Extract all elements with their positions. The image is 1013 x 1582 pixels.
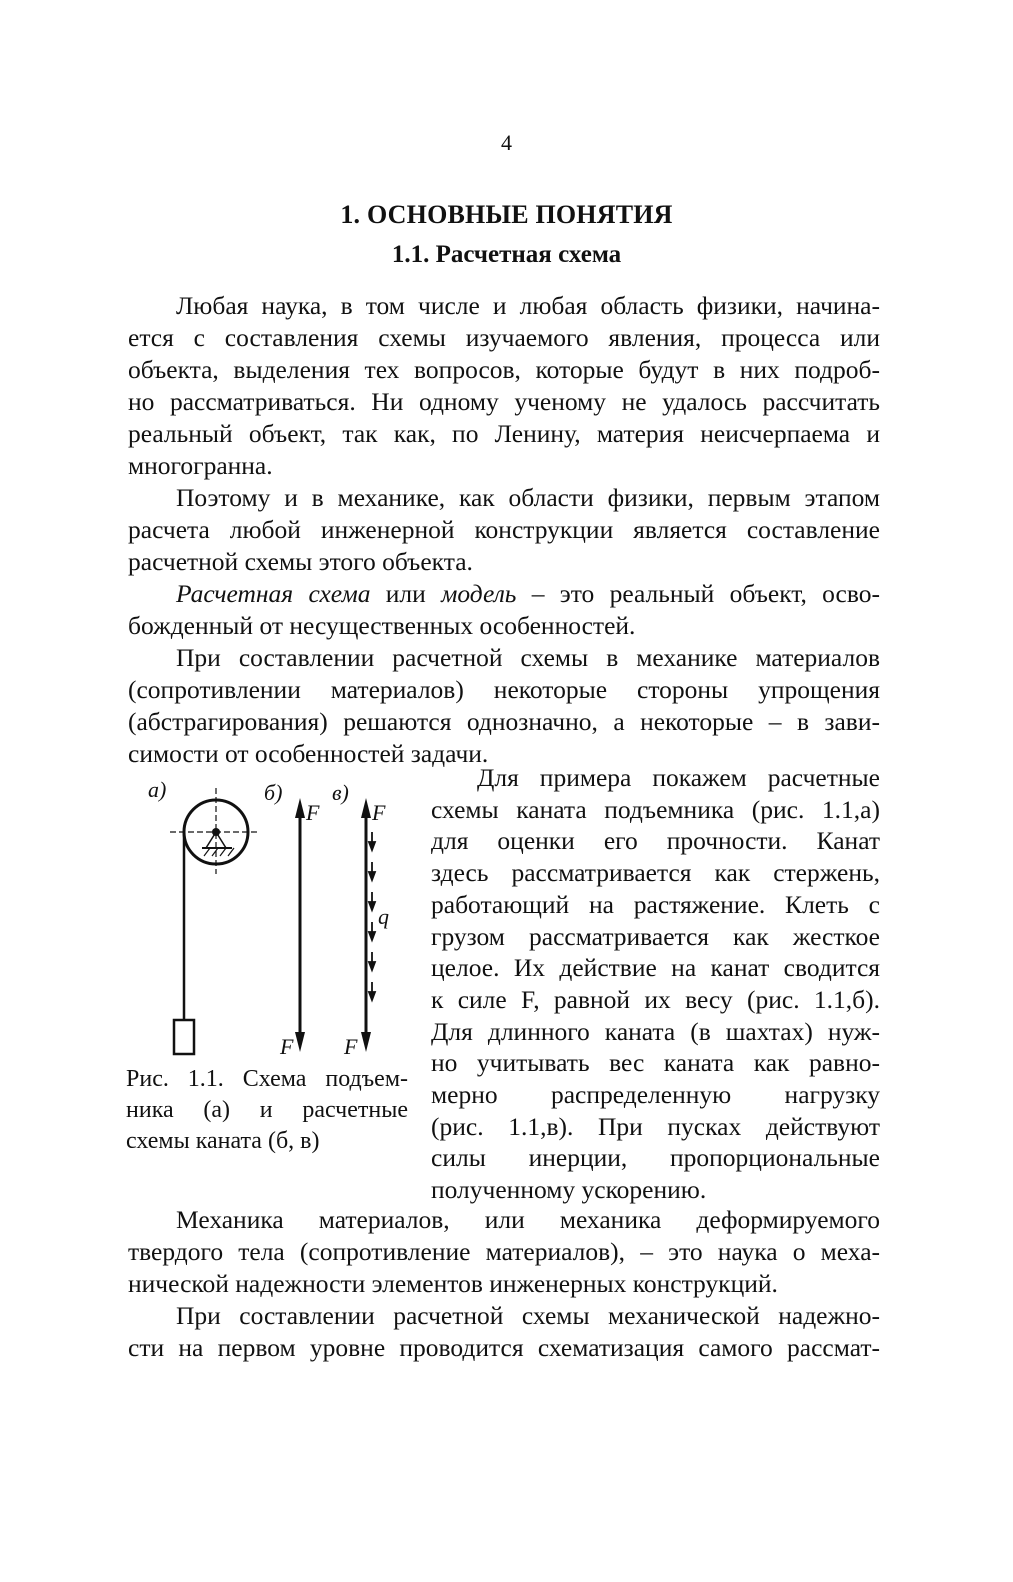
text-line: ется с составления схемы изучаемого явления, процесса или [128, 323, 880, 352]
text-line: твердого тела (сопротивление материалов), – это наука о меха- [128, 1237, 880, 1266]
section-title: 1.1. Расчетная схема [391, 241, 622, 268]
caption-line: ника (а) и расчетные [126, 1097, 408, 1123]
term-calc-scheme: Расчетная схема [176, 579, 371, 608]
text-line: божденный от несущественных особенностей. [128, 611, 636, 640]
scheme-b [279, 798, 320, 1059]
text-line [128, 578, 880, 610]
load-label-q: q [378, 904, 389, 929]
text-line: к силе F, равной их весу (рис. 1.1,б). [431, 984, 880, 1014]
text-line: многогранна. [128, 451, 273, 480]
caption-line: схемы каната (б, в) [126, 1128, 320, 1154]
text-line: Любая наука, в том числе и любая область физики, начина- [176, 291, 880, 320]
hoist-scheme [170, 788, 260, 1054]
text-line: объекта, выделения тех вопросов, которые будут в них подроб- [128, 355, 880, 384]
term-model: модель [441, 579, 517, 608]
connector-text: или [370, 579, 442, 608]
label-b: б) [264, 780, 283, 805]
text-line: При составлении расчетной схемы в механике материалов [176, 643, 880, 672]
text-line: Механика материалов, или механика деформируемого [176, 1205, 880, 1234]
paragraph-3 [128, 642, 880, 770]
text-line: мерно распределенную нагрузку [431, 1080, 880, 1110]
text-line: но рассматриваться. Ни одному ученому не удалось рассчитать [128, 387, 880, 416]
scheme-v [343, 798, 389, 1059]
label-a: а) [148, 777, 167, 802]
text-line: нической надежности элементов инженерных конструкций. [128, 1269, 778, 1298]
figure-1-1 [140, 770, 410, 1070]
right-column-text [431, 762, 880, 1206]
paragraph-2 [128, 482, 880, 578]
text-line: сти на первом уровне проводится схематизация самого рассмат- [128, 1333, 880, 1362]
text-line: (абстрагирования) решаются однозначно, а некоторые – в зави- [128, 707, 880, 736]
chapter-title: 1. ОСНОВНЫЕ ПОНЯТИЯ [340, 200, 673, 229]
text-line: Для примера покажем расчетные [477, 763, 880, 792]
paragraph-1 [128, 290, 880, 482]
definition-text: – это реальный объект, осво- [516, 579, 880, 608]
text-line: здесь рассматривается как стержень, [431, 858, 880, 888]
force-label-top-v: F [372, 800, 386, 825]
text-line: расчета любой инженерной конструкции является составление [128, 515, 880, 544]
page-number: 4 [501, 130, 512, 155]
text-line: симости от особенностей задачи. [128, 739, 489, 768]
text-line: целое. Их действие на канат сводится [431, 953, 880, 983]
force-label-top-b: F [306, 800, 320, 825]
caption-line: Рис. 1.1. Схема подъем- [126, 1066, 408, 1092]
text-line: Для длинного каната (в шахтах) нуж- [431, 1016, 880, 1046]
figure-caption [126, 1064, 408, 1157]
force-label-bottom-b: F [280, 1034, 294, 1059]
text-line: Поэтому и в механике, как области физики, первым этапом [176, 483, 880, 512]
text-line: полученному ускорению. [431, 1175, 707, 1205]
text-line: (рис. 1.1,в). При пусках действуют [431, 1111, 880, 1141]
text-line: силы инерции, пропорциональные [431, 1143, 880, 1173]
label-v: в) [332, 780, 349, 805]
paragraph-5 [128, 1300, 880, 1364]
text-line: реальный объект, так как, по Ленину, материя неисчерпаема и [128, 419, 880, 448]
definition-paragraph [128, 578, 880, 642]
text-line: для оценки его прочности. Канат [431, 826, 880, 856]
text-line: (сопротивлении материалов) некоторые стороны упрощения [128, 675, 880, 704]
paragraph-4 [128, 1204, 880, 1300]
force-label-bottom-v: F [344, 1034, 358, 1059]
text-line: расчетной схемы этого объекта. [128, 547, 473, 576]
text-line: но учитывать вес каната как равно- [431, 1048, 880, 1078]
text-line: При составлении расчетной схемы механической надежно- [176, 1301, 880, 1330]
text-line: работающий на растяжение. Клеть с [431, 889, 880, 919]
text-line: схемы каната подъемника (рис. 1.1,а) [431, 794, 880, 824]
text-line: грузом рассматривается как жесткое [431, 921, 880, 951]
